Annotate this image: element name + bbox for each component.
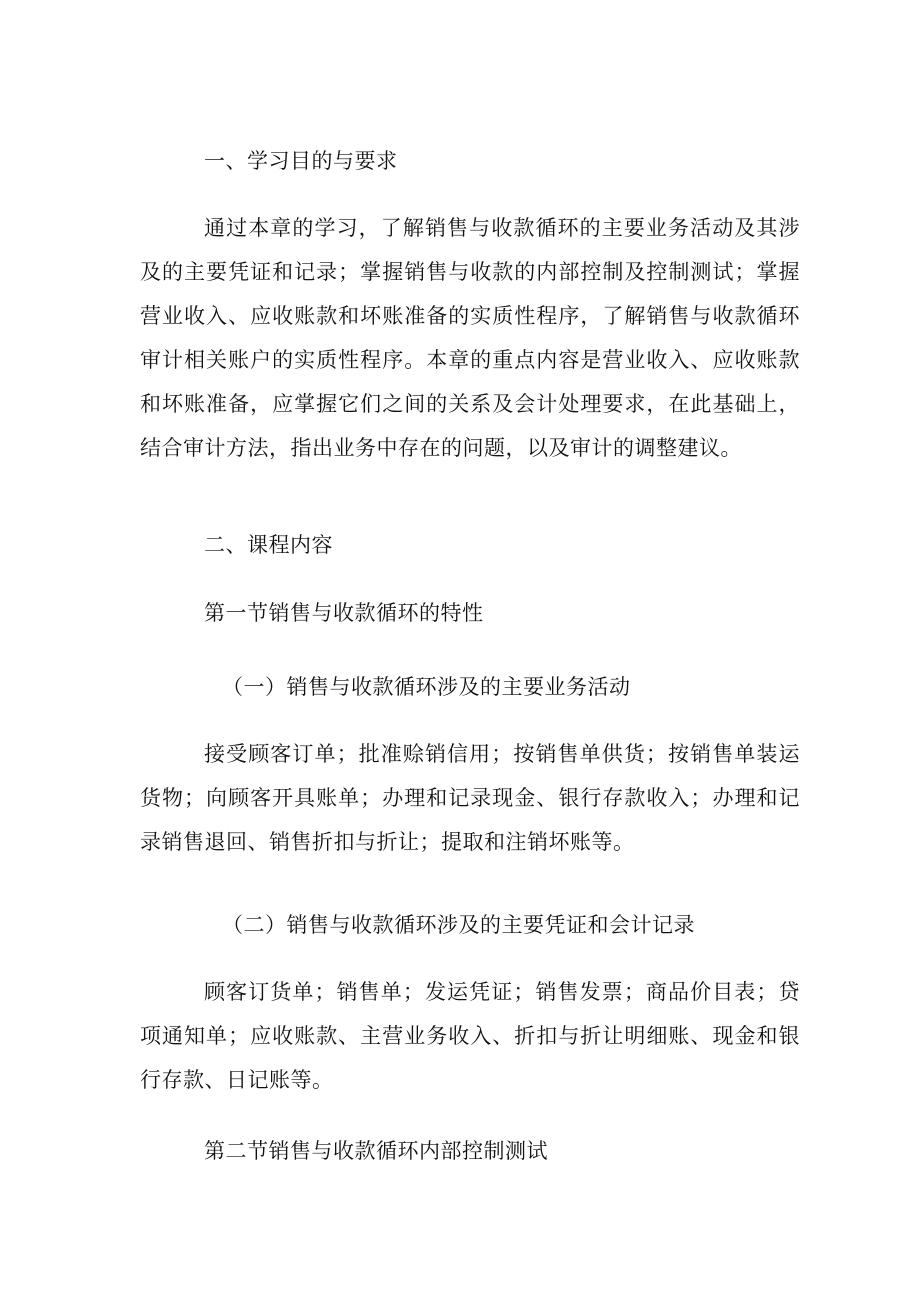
subsection-2-title: （二）销售与收款循环涉及的主要凭证和会计记录 bbox=[222, 913, 695, 937]
section-2-title: 第二节销售与收款循环内部控制测试 bbox=[204, 1139, 548, 1163]
objectives-paragraph: 通过本章的学习，了解销售与收款循环的主要业务活动及其涉及的主要凭证和记录；掌握销售与收款的内部控制及控制测试；掌握营业收入、应收账款和坏账准备的实质性程序，了解销售与收款循环审计相关账户的实质性程序。本章的重点内容是营业收入、应收账款和坏账准备，应掌握它们之间的关系及会计处理要求，在此基础上，结合审计方法，指出业务中存在的问题，以及审计的调整建议。 bbox=[140, 216, 800, 460]
business-activities-paragraph: 接受顾客订单；批准赊销信用；按销售单供货；按销售单装运货物；向顾客开具账单；办理和记录现金、银行存款收入；办理和记录销售退回、销售折扣与折让；提取和注销坏账等。 bbox=[140, 742, 800, 854]
documents-records-paragraph: 顾客订货单；销售单；发运凭证；销售发票；商品价目表；贷项通知单；应收账款、主营业务收入、折扣与折让明细账、现金和银行存款、日记账等。 bbox=[140, 980, 800, 1092]
section-1-title: 第一节销售与收款循环的特性 bbox=[204, 601, 484, 625]
objectives-heading: 一、学习目的与要求 bbox=[204, 149, 398, 173]
subsection-1-title: （一）销售与收款循环涉及的主要业务活动 bbox=[222, 675, 631, 699]
course-content-heading: 二、课程内容 bbox=[204, 533, 333, 557]
